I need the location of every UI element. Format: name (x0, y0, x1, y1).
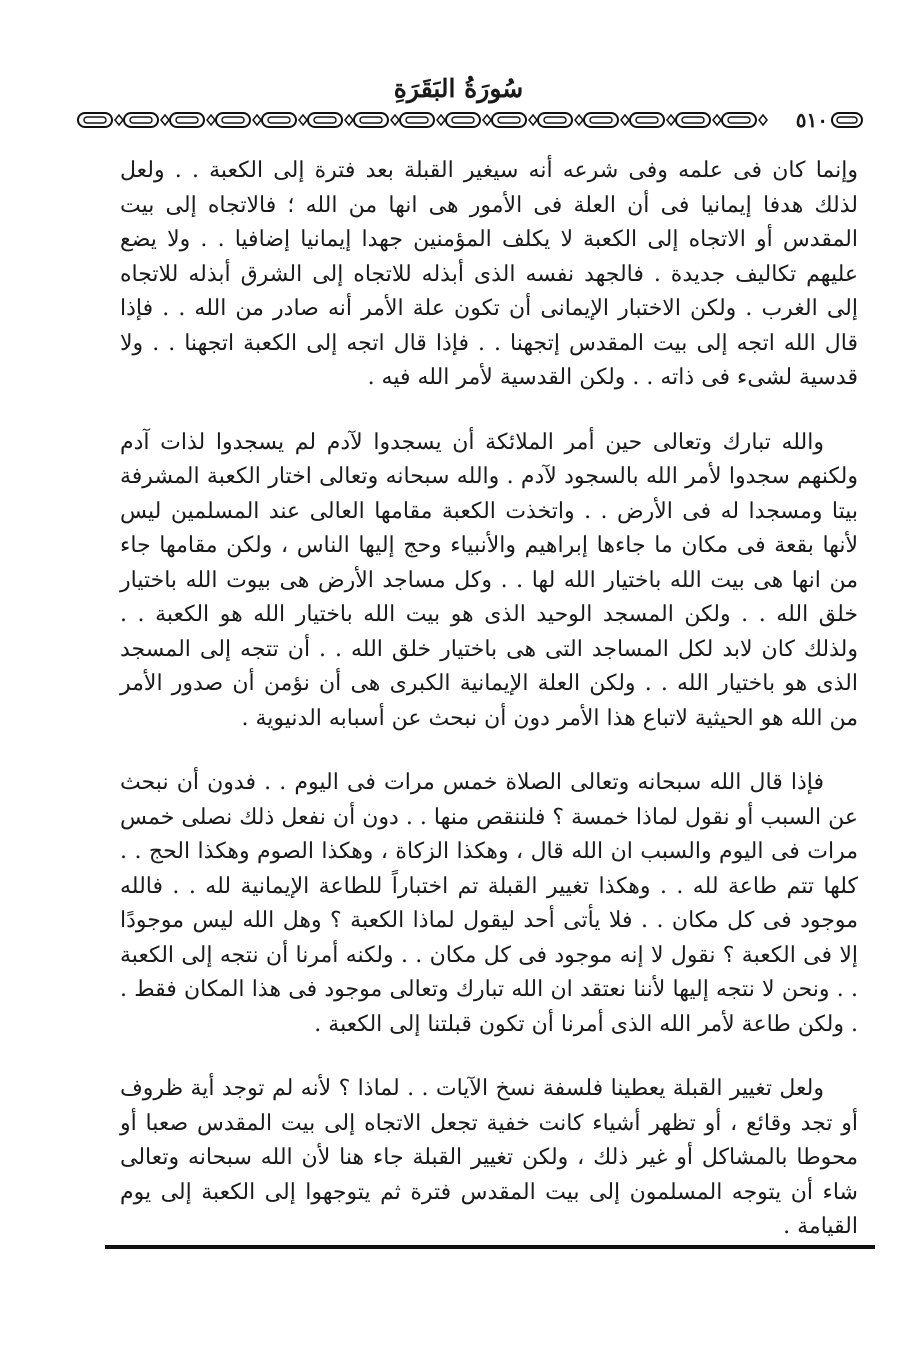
paragraph-4: ولعل تغيير القبلة يعطينا فلسفة نسخ الآيات . . لماذا ؟ لأنه لم توجد أية ظروف أو تجد وقائع ، أو تظهر أشياء كانت خفية تجعل الاتجاه إلى بيت المقدس صعبا أو محوطا بالمشاكل أو غير ذلك ، ولكن تغيير القبلة جاء هنا لأن الله سبحانه وتعالى شاء أن يتوجه المسلمون إلى بيت المقدس فترة ثم يتوجهوا إلى الكعبة إلى يوم القيامة . (120, 1076, 858, 1239)
page-header (74, 108, 864, 134)
header-ornament-icon (74, 110, 784, 130)
surah-title: سُورَةُ البَقَرَةِ (393, 74, 524, 103)
footer-rule (105, 1245, 875, 1249)
paragraph-3: فإذا قال الله سبحانه وتعالى الصلاة خمس مرات فى اليوم . . فدون أن نبحث عن السبب أو نقول لماذا خمسة ؟ فلننقص منها . . دون أن نفعل ذلك نصلى خمس مرات فى اليوم والسبب ان الله قال ، وهكذا الزكاة ، وهكذا الصوم وهكذا الحج . . كلها تتم طاعة لله . . وهكذا تغيير القبلة تم اختباراً للطاعة الإيمانية لله . . فالله موجود فى كل مكان . . فلا يأتى أحد ليقول لماذا الكعبة ؟ وهل الله ليس موجودًا إلا فى الكعبة ؟ نقول لا إنه موجود فى كل مكان . . ولكنه أمرنا أن نتجه إلى الكعبة . . ونحن لا نتجه إليها لأننا نعتقد ان الله تبارك وتعالى موجود فى هذا المكان فقط . . ولكن طاعة لأمر الله الذى أمرنا أن تكون قبلتنا إلى الكعبة . (120, 770, 858, 1037)
page-number: ٥١٠ (795, 108, 828, 132)
ornament-end-icon (830, 110, 864, 130)
page-body (120, 154, 858, 1275)
paragraph-2: والله تبارك وتعالى حين أمر الملائكة أن يسجدوا لآدم لم يسجدوا لذات آدم ولكنهم سجدوا لأمر الله بالسجود لآدم . والله سبحانه وتعالى اختار الكعبة المشرفة بيتا ومسجدا له فى الأرض . . واتخذت الكعبة مقامها العالى عند المسلمين ليس لأنها بقعة فى مكان ما جاءها إبراهيم والأنبياء وحج إليها الناس ، ولكن مقامها جاء من انها هى بيت الله باختيار الله لها . . وكل مساجد الأرض هى بيوت الله باختيار خلق الله . . ولكن المسجد الوحيد الذى هو بيت الله باختيار الله هو الكعبة . . ولذلك كان لابد لكل المساجد التى هى باختيار خلق الله . . أن تتجه إلى المسجد الذى هو باختيار الله . . ولكن العلة الإيمانية الكبرى هى أن نؤمن أن صدور الأمر من الله هو الحيثية لاتباع هذا الأمر دون أن نبحث عن أسبابه الدنيوية . (120, 429, 858, 731)
paragraph-1: وإنما كان فى علمه وفى شرعه أنه سيغير القبلة بعد فترة إلى الكعبة . . ولعل لذلك هدفا إيمانيا فى أن العلة فى الأمور هى انها من الله ؛ فالاتجاه إلى بيت المقدس أو الاتجاه إلى الكعبة لا يكلف المؤمنين جهدا إيمانيا إضافيا . . ولا يضع عليهم تكاليف جديدة . فالجهد نفسه الذى أبذله للاتجاه إلى الشرق أبذله للاتجاه إلى الغرب . ولكن الاختبار الإيمانى أن تكون علة الأمر أنه صادر من الله . . فإذا قال الله اتجه إلى بيت المقدس إتجهنا . . فإذا قال اتجه إلى الكعبة اتجهنا . . ولا قدسية لشىء فى ذاته . . ولكن القدسية لأمر الله فيه . (120, 158, 858, 390)
